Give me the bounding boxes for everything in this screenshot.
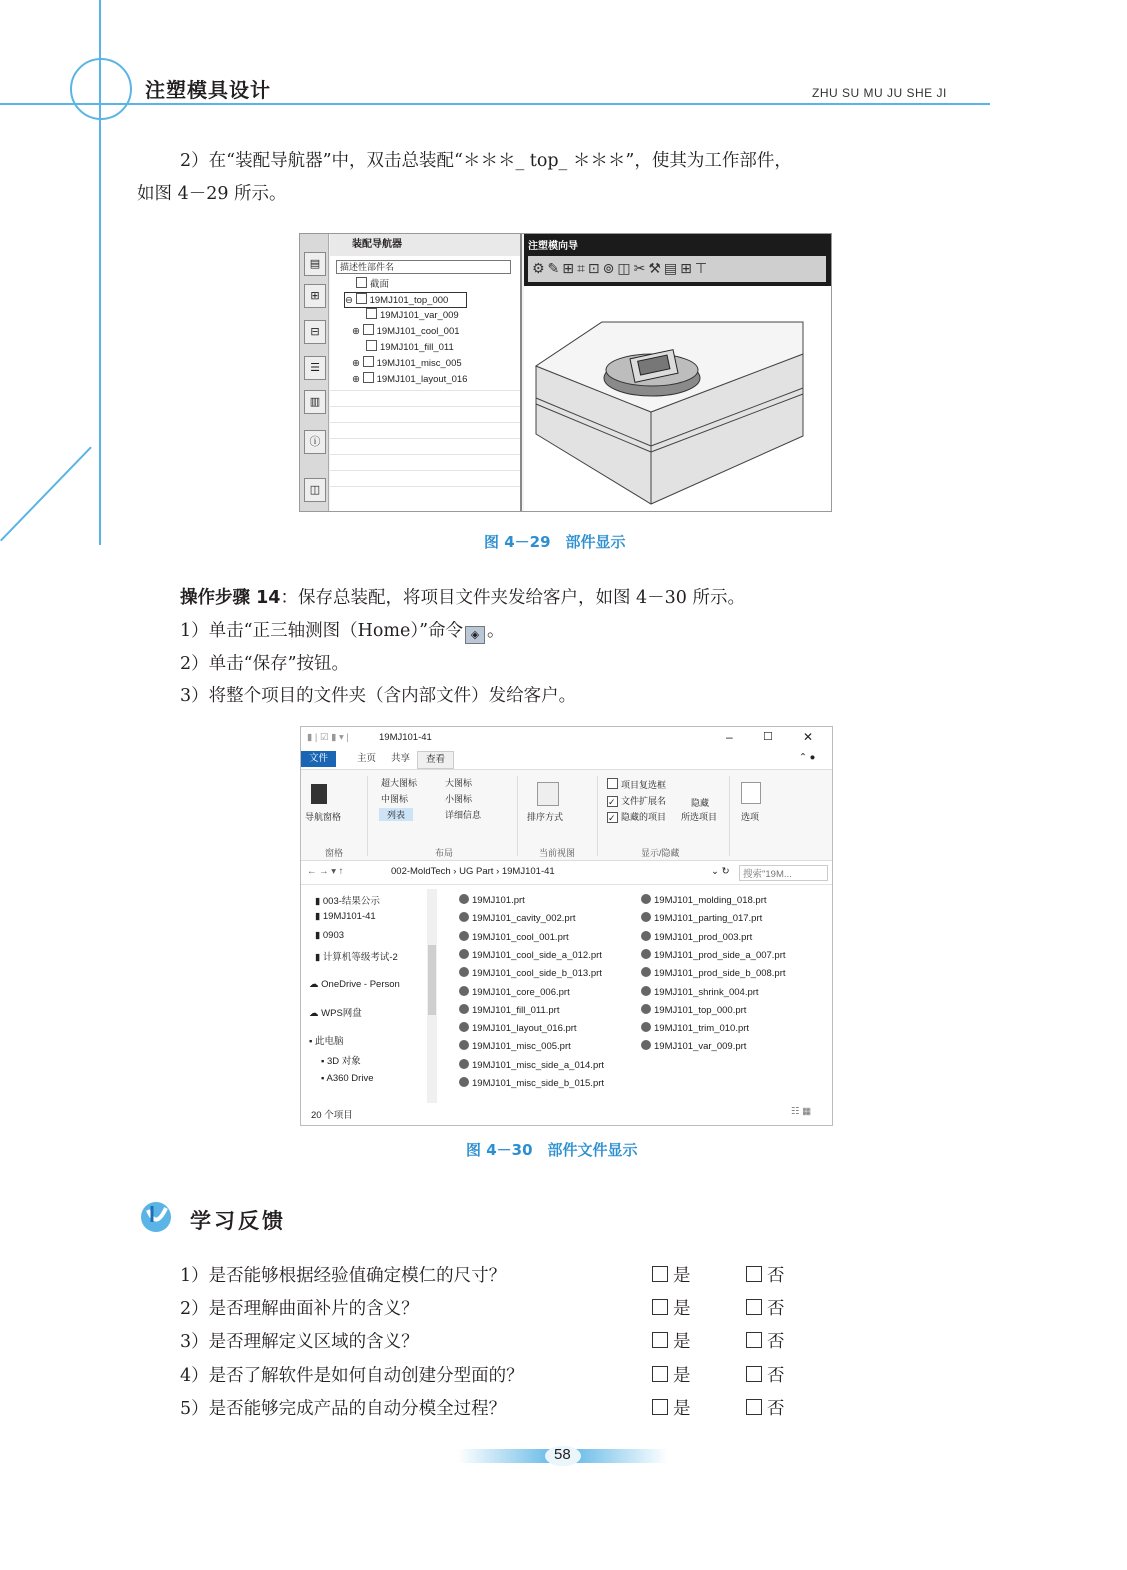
file-name: 19MJ101_prod_side_a_007.prt bbox=[654, 949, 786, 961]
file-name: 19MJ101_trim_010.prt bbox=[654, 1023, 750, 1035]
tree-node[interactable]: 截面 bbox=[356, 277, 389, 291]
prt-file-icon bbox=[641, 912, 651, 922]
file-name: 19MJ101_parting_017.prt bbox=[654, 913, 763, 925]
file-item[interactable] bbox=[459, 1059, 604, 1071]
file-name: 19MJ101_prod_side_b_008.prt bbox=[654, 968, 786, 980]
tree-node[interactable]: 19MJ101_fill_011 bbox=[366, 340, 454, 354]
yes-checkbox[interactable]: 是 bbox=[652, 1362, 691, 1387]
scrollbar-thumb[interactable] bbox=[428, 945, 436, 1015]
resource-icon[interactable]: ▤ bbox=[304, 252, 326, 276]
sidebar-item-3d[interactable]: ▪ 3D 对象 bbox=[321, 1056, 361, 1067]
assembly-navigator-panel bbox=[330, 234, 522, 511]
file-item[interactable] bbox=[459, 967, 602, 979]
group-view-label: 当前视图 bbox=[539, 848, 576, 858]
file-item[interactable] bbox=[641, 1040, 746, 1052]
no-checkbox[interactable]: 否 bbox=[746, 1328, 785, 1353]
file-name: 19MJ101_misc_005.prt bbox=[472, 1041, 571, 1053]
feedback-question: 2）是否理解曲面补片的含义？ bbox=[180, 1299, 419, 1319]
navigator-title: 装配导航器 bbox=[330, 234, 520, 256]
prt-file-icon bbox=[641, 1004, 651, 1014]
header-rule bbox=[0, 103, 990, 105]
group-show-label: 显示/隐藏 bbox=[641, 848, 680, 858]
tree-node[interactable]: ⊕ 19MJ101_cool_001 bbox=[352, 326, 460, 337]
search-input[interactable]: 搜索"19M... bbox=[739, 865, 828, 881]
file-name: 19MJ101_cool_side_a_012.prt bbox=[472, 949, 602, 961]
file-name: 19MJ101_cool_001.prt bbox=[472, 931, 569, 943]
address-bar bbox=[301, 862, 832, 885]
nav-pane-button[interactable]: 导航窗格 bbox=[305, 812, 342, 822]
feedback-title: 学习反馈 bbox=[190, 1209, 286, 1233]
file-item[interactable] bbox=[641, 931, 752, 943]
prt-file-icon bbox=[459, 1059, 469, 1069]
yes-checkbox[interactable]: 是 bbox=[652, 1262, 691, 1287]
file-name: 19MJ101_fill_011.prt bbox=[472, 1004, 560, 1016]
prt-file-icon bbox=[459, 1077, 469, 1087]
sidebar-item-this-pc[interactable]: ▪ 此电脑 bbox=[309, 1036, 344, 1047]
resource-bar bbox=[300, 234, 329, 511]
prt-file-icon bbox=[459, 931, 469, 941]
prt-file-icon bbox=[459, 1004, 469, 1014]
file-name: 19MJ101_layout_016.prt bbox=[472, 1023, 577, 1035]
figure-assembly-navigator bbox=[299, 233, 832, 512]
file-name: 19MJ101_top_000.prt bbox=[654, 1004, 747, 1016]
prt-file-icon bbox=[641, 894, 651, 904]
layout-xl-icons[interactable]: 超大图标 bbox=[381, 778, 418, 788]
wizard-title: 注塑模向导 bbox=[528, 241, 578, 252]
feedback-question: 3）是否理解定义区域的含义？ bbox=[180, 1332, 419, 1352]
nav-arrows[interactable]: ← → ▾ ↑ bbox=[307, 866, 344, 877]
file-item[interactable] bbox=[459, 912, 576, 924]
group-pane-label: 窗格 bbox=[325, 848, 344, 858]
item-checkbox-option[interactable]: 项目复选框 bbox=[607, 778, 666, 791]
feedback-logo-icon bbox=[138, 1200, 174, 1234]
layout-list[interactable]: 列表 bbox=[379, 808, 413, 821]
file-item[interactable] bbox=[641, 894, 767, 906]
prt-file-icon bbox=[459, 1040, 469, 1050]
file-name: 19MJ101_molding_018.prt bbox=[654, 895, 767, 906]
hide-button[interactable]: 隐藏 bbox=[691, 798, 710, 808]
hidden-items-option[interactable]: ✓ 隐藏的项目 bbox=[608, 812, 667, 823]
file-item[interactable] bbox=[459, 1022, 577, 1034]
file-name: 19MJ101_shrink_004.prt bbox=[654, 986, 759, 998]
sidebar-item[interactable]: ▮ 003-结果公示 bbox=[315, 896, 380, 907]
layout-s-icons[interactable]: 小图标 bbox=[445, 794, 473, 804]
sidebar-item[interactable]: ▮ 计算机等级考试-2 bbox=[315, 952, 398, 963]
intro-line-1: 2）在“装配导航器”中，双击总装配“＊＊＊_ top_ ＊＊＊”，使其为工作部件， bbox=[180, 151, 792, 171]
file-item[interactable] bbox=[641, 1022, 749, 1034]
file-item[interactable] bbox=[641, 949, 786, 961]
figure-caption-4-29: 图 4－29 部件显示 bbox=[484, 533, 626, 551]
prt-file-icon bbox=[459, 1022, 469, 1032]
step-14-item-2: 2）单击“保存”按钮。 bbox=[180, 654, 350, 674]
isometric-view-icon: ◈ bbox=[465, 626, 485, 644]
view-toggle-icons[interactable]: ☷ ▦ bbox=[791, 1106, 812, 1117]
figure-caption-4-30: 图 4－30 部件文件显示 bbox=[466, 1141, 638, 1159]
file-item[interactable] bbox=[459, 931, 569, 943]
figure-file-explorer bbox=[300, 726, 833, 1126]
page-number: 58 bbox=[554, 1446, 571, 1463]
layout-m-icons[interactable]: 中图标 bbox=[381, 794, 409, 804]
refresh-icon[interactable]: ⌄ ↻ bbox=[711, 866, 730, 877]
file-name: 19MJ101_misc_side_a_014.prt bbox=[472, 1059, 605, 1071]
prt-file-icon bbox=[459, 949, 469, 959]
step-14-item-1: 1）单击“正三轴测图（Home）”命令 ◈ 。 bbox=[180, 615, 505, 648]
prt-file-icon bbox=[641, 931, 651, 941]
resource-icon[interactable]: ⊞ bbox=[304, 284, 326, 308]
tab-home[interactable]: 主页 bbox=[357, 753, 377, 764]
prt-file-icon bbox=[459, 894, 469, 904]
sidebar-item[interactable]: ▮ 19MJ101-41 bbox=[315, 911, 376, 922]
tab-share[interactable]: 共享 bbox=[391, 753, 411, 764]
file-name: 19MJ101_misc_side_b_015.prt bbox=[472, 1078, 605, 1089]
group-layout-label: 布局 bbox=[435, 848, 454, 858]
resource-icon[interactable]: ☰ bbox=[304, 356, 326, 380]
tree-node-selected[interactable]: ⊖ 19MJ101_top_000 bbox=[344, 292, 467, 308]
address-path[interactable]: 002-MoldTech › UG Part › 19MJ101-41 bbox=[391, 866, 555, 877]
file-name: 19MJ101_var_009.prt bbox=[654, 1041, 747, 1053]
layout-details[interactable]: 详细信息 bbox=[445, 810, 482, 820]
sidebar-item-a360[interactable]: ▪ A360 Drive bbox=[321, 1073, 374, 1084]
hide-selected-button[interactable]: 所选项目 bbox=[681, 812, 718, 822]
minimize-button[interactable]: – bbox=[726, 730, 733, 744]
file-item[interactable] bbox=[459, 986, 570, 998]
step-14-item-3: 3）将整个项目的文件夹（含内部文件）发给客户。 bbox=[180, 686, 577, 706]
options-icon bbox=[741, 782, 761, 804]
prt-file-icon bbox=[641, 1040, 651, 1050]
header-circle-ornament bbox=[70, 58, 132, 120]
tab-view[interactable]: 查看 bbox=[417, 751, 454, 769]
tree-node[interactable]: ⊕ 19MJ101_misc_005 bbox=[352, 358, 462, 369]
sidebar-item-wps[interactable]: ☁ WPS网盘 bbox=[309, 1008, 362, 1019]
maximize-button[interactable]: ☐ bbox=[763, 731, 773, 743]
mold-wizard-toolbar bbox=[524, 234, 831, 286]
yes-checkbox[interactable]: 是 bbox=[652, 1328, 691, 1353]
wizard-tool-icons[interactable]: ⚙✎⊞⌗⊡⊚◫✂⚒▤⊞⊤ bbox=[528, 256, 826, 282]
yes-checkbox[interactable]: 是 bbox=[652, 1395, 691, 1420]
quick-access-icons[interactable]: ▮ | ☑ ▮ ▾ | bbox=[307, 732, 349, 743]
prt-file-icon bbox=[641, 949, 651, 959]
yes-checkbox[interactable]: 是 bbox=[652, 1295, 691, 1320]
tree-node[interactable]: ⊕ 19MJ101_layout_016 bbox=[352, 374, 468, 385]
tab-file[interactable]: 文件 bbox=[301, 751, 336, 767]
resource-icon[interactable]: ▥ bbox=[304, 390, 326, 414]
no-checkbox[interactable]: 否 bbox=[746, 1295, 785, 1320]
sidebar bbox=[301, 885, 441, 1107]
file-name: 19MJ101_cavity_002.prt bbox=[472, 913, 576, 925]
feedback-question: 4）是否了解软件是如何自动创建分型面的？ bbox=[180, 1366, 524, 1386]
prt-file-icon bbox=[641, 967, 651, 977]
layout-l-icons[interactable]: 大图标 bbox=[445, 778, 473, 788]
sidebar-item-onedrive[interactable]: ☁ OneDrive - Person bbox=[309, 979, 400, 990]
feedback-question: 5）是否能够完成产品的自动分模全过程？ bbox=[180, 1399, 507, 1419]
file-name: 19MJ101.prt bbox=[472, 895, 525, 906]
resource-icon[interactable]: ⊟ bbox=[304, 320, 326, 344]
file-item[interactable] bbox=[459, 1077, 604, 1089]
sort-icon bbox=[537, 782, 559, 806]
file-item[interactable] bbox=[641, 967, 786, 979]
running-header-title: 注塑模具设计 bbox=[145, 78, 271, 102]
feedback-question: 1）是否能够根据经验值确定模仁的尺寸？ bbox=[180, 1266, 507, 1286]
ribbon-tabs bbox=[301, 749, 832, 770]
column-header[interactable]: 描述性部件名 bbox=[336, 260, 511, 274]
file-item[interactable] bbox=[459, 1004, 560, 1016]
margin-diagonal-line bbox=[0, 446, 92, 541]
help-icon[interactable]: ⌃ ● bbox=[799, 752, 816, 763]
prt-file-icon bbox=[459, 967, 469, 977]
info-icon[interactable]: ⓘ bbox=[304, 430, 326, 454]
file-name: 19MJ101_core_006.prt bbox=[472, 986, 570, 998]
close-button[interactable]: ✕ bbox=[803, 730, 814, 744]
3d-viewport[interactable] bbox=[524, 286, 831, 511]
file-name: 19MJ101_cool_side_b_013.prt bbox=[472, 968, 602, 980]
file-ext-option[interactable]: ✓ 文件扩展名 bbox=[608, 796, 667, 807]
status-bar-count: 20 个项目 bbox=[311, 1110, 353, 1121]
no-checkbox[interactable]: 否 bbox=[746, 1262, 785, 1287]
prt-file-icon bbox=[641, 986, 651, 996]
file-item[interactable] bbox=[459, 894, 525, 906]
prt-file-icon bbox=[459, 912, 469, 922]
file-name: 19MJ101_prod_003.prt bbox=[654, 931, 753, 943]
prt-file-icon bbox=[459, 986, 469, 996]
running-header-pinyin: ZHU SU MU JU SHE JI bbox=[812, 86, 947, 100]
file-item[interactable] bbox=[459, 949, 602, 961]
no-checkbox[interactable]: 否 bbox=[746, 1362, 785, 1387]
explorer-titlebar bbox=[301, 727, 832, 749]
window-title: 19MJ101-41 bbox=[379, 732, 432, 743]
prt-file-icon bbox=[641, 1022, 651, 1032]
sidebar-item[interactable]: ▮ 0903 bbox=[315, 930, 345, 941]
file-item[interactable] bbox=[641, 986, 759, 998]
file-item[interactable] bbox=[641, 1004, 746, 1016]
tree-node[interactable]: 19MJ101_var_009 bbox=[366, 308, 459, 322]
ribbon-view bbox=[301, 770, 832, 861]
no-checkbox[interactable]: 否 bbox=[746, 1395, 785, 1420]
file-item[interactable] bbox=[459, 1040, 571, 1052]
nav-pane-icon bbox=[311, 784, 327, 804]
options-button[interactable]: 选项 bbox=[741, 812, 760, 822]
mold-base-3d-model bbox=[524, 286, 831, 511]
intro-line-2: 如图 4－29 所示。 bbox=[137, 184, 287, 204]
step-14-heading: 操作步骤 14：保存总装配，将项目文件夹发给客户，如图 4－30 所示。 bbox=[180, 588, 745, 608]
resource-icon[interactable]: ◫ bbox=[304, 478, 326, 502]
sort-button[interactable]: 排序方式 bbox=[527, 812, 564, 822]
file-item[interactable] bbox=[641, 912, 762, 924]
